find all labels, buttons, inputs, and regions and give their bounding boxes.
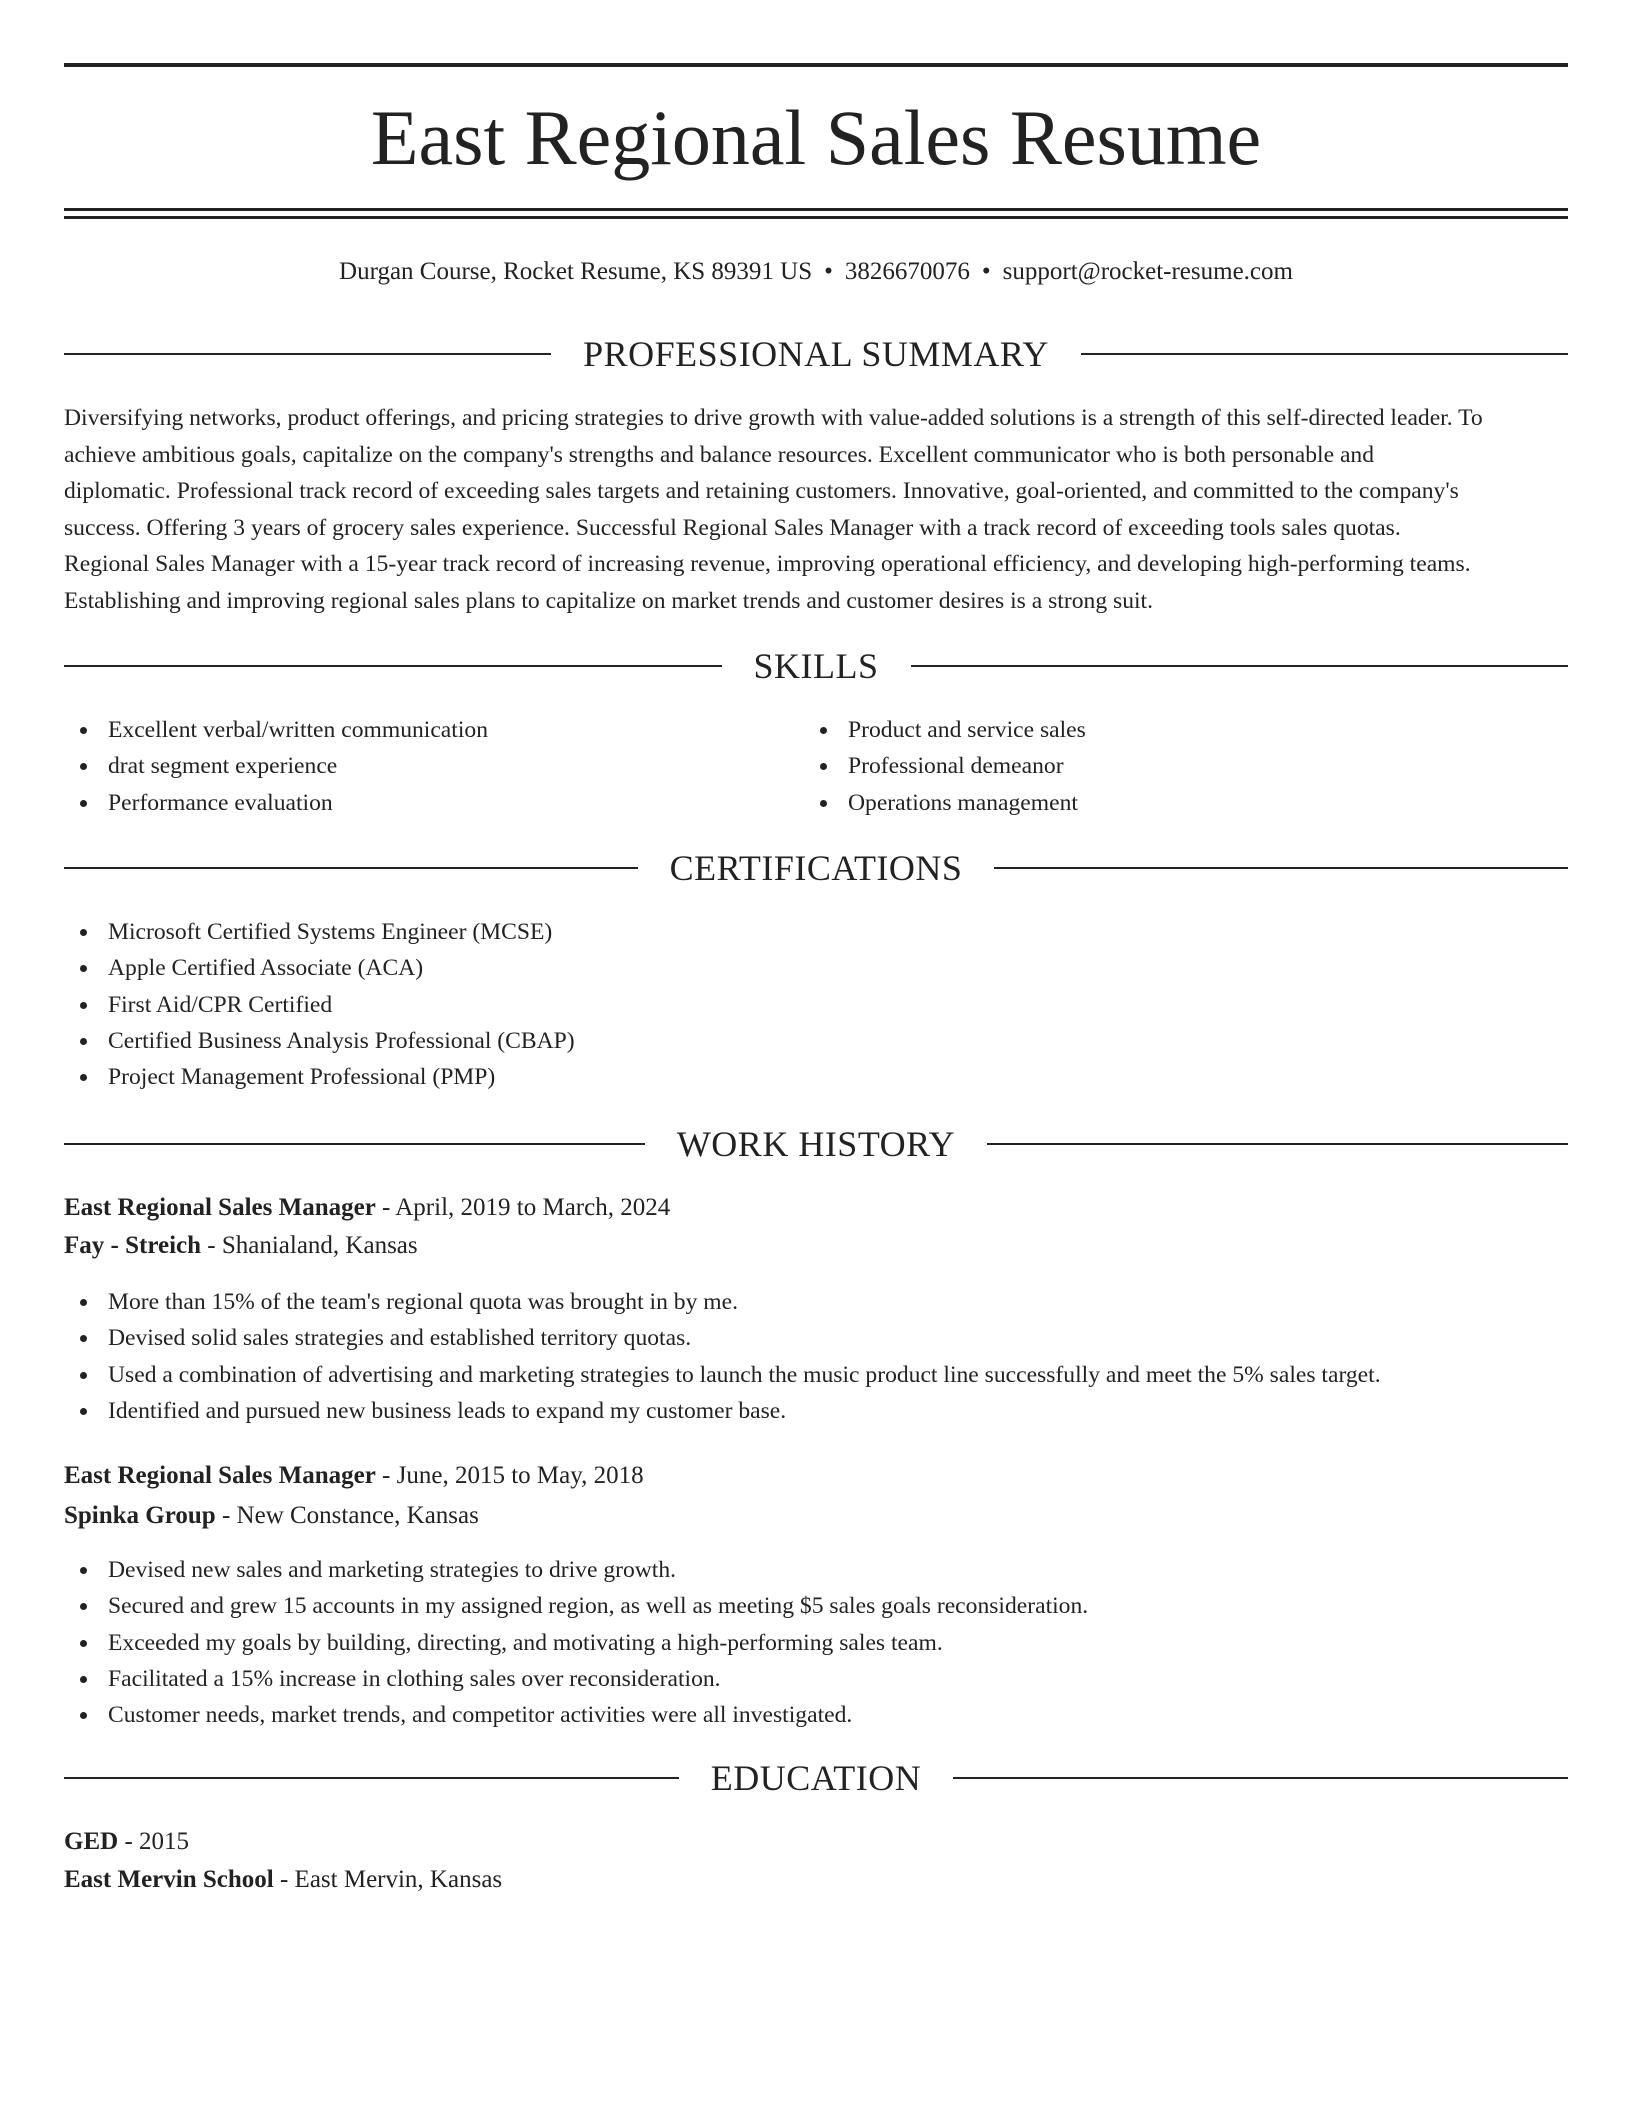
contact-email: support@rocket-resume.com: [1002, 258, 1293, 285]
duty-item: Devised solid sales strategies and established territory quotas.: [64, 1320, 1568, 1356]
skill-item: Product and service sales: [804, 712, 1544, 748]
section-title: CERTIFICATIONS: [669, 848, 963, 888]
job-heading: [64, 1190, 670, 1226]
summary-line: Diversifying networks, product offerings, and pricing strategies to drive growth with value-added solutions is a strength of this self-directed leader. To: [64, 405, 1483, 431]
job-location: New Constance, Kansas: [236, 1502, 479, 1529]
section-title: EDUCATION: [710, 1758, 922, 1798]
heading-rule: [994, 867, 1568, 869]
duty-item: Used a combination of advertising and marketing strategies to launch the music product line successfully and meet the 5% sales target.: [64, 1357, 1568, 1393]
skill-item: Excellent verbal/written communication: [64, 712, 804, 748]
certifications-list: [64, 914, 1064, 1095]
contact-separator: •: [981, 258, 991, 285]
job-employer: [64, 1498, 479, 1534]
summary-line: Regional Sales Manager with a 15-year track record of increasing revenue, improving operational efficiency, and developing high-performing teams.: [64, 551, 1471, 577]
dash: -: [375, 1194, 396, 1221]
school-name: East Mervin School: [64, 1866, 274, 1893]
contact-separator: •: [824, 258, 833, 285]
dash: -: [273, 1866, 295, 1893]
contact-phone: 3826670076: [844, 258, 970, 285]
school-location: East Mervin, Kansas: [294, 1866, 503, 1893]
resume-title: East Regional Sales Resume: [370, 94, 1262, 181]
job-employer: [64, 1228, 418, 1264]
section-title: PROFESSIONAL SUMMARY: [583, 334, 1049, 374]
job-duties-list: [64, 1284, 1568, 1429]
dash: -: [215, 1502, 237, 1529]
section-heading-certifications: [64, 846, 1568, 890]
company-name: Fay - Streich: [64, 1232, 202, 1259]
title-underline: [64, 208, 1568, 211]
dash: -: [118, 1828, 140, 1855]
dash: -: [201, 1232, 222, 1259]
heading-rule: [987, 1143, 1568, 1145]
job-title: East Regional Sales Manager: [64, 1462, 376, 1489]
summary-line: success. Offering 3 years of grocery sales experience. Successful Regional Sales Manager with a track record of exceeding tools sales quotas.: [64, 514, 1401, 541]
contact-line: [64, 254, 1568, 290]
job-duties-list: [64, 1552, 1568, 1733]
degree: GED: [64, 1828, 119, 1855]
heading-rule: [64, 1143, 645, 1145]
heading-rule: [64, 1777, 679, 1779]
duty-item: Customer needs, market trends, and competitor activities were all investigated.: [64, 1697, 1568, 1733]
certification-item: Apple Certified Associate (ACA): [64, 950, 1064, 986]
certification-item: Project Management Professional (PMP): [64, 1059, 1064, 1095]
skills-list-right: [804, 712, 1544, 821]
skills-list-left: [64, 712, 804, 821]
summary-line: diplomatic. Professional track record of exceeding sales targets and retaining customers. Innovative, goal-oriented, and committed to the company's: [64, 478, 1459, 504]
education-school-line: [64, 1862, 502, 1898]
duty-item: Identified and pursued new business leads to expand my customer base.: [64, 1393, 1568, 1429]
section-heading-summary: [64, 332, 1568, 376]
section-heading-work-history: [64, 1122, 1568, 1166]
duty-item: Secured and grew 15 accounts in my assigned region, as well as meeting $5 sales goals reconsideration.: [64, 1588, 1568, 1624]
heading-rule: [64, 665, 722, 667]
skill-item: Professional demeanor: [804, 748, 1544, 784]
heading-rule: [64, 353, 551, 355]
contact-address: Durgan Course, Rocket Resume, KS 89391 US: [339, 258, 813, 285]
heading-rule: [1081, 353, 1568, 355]
job-location: Shanialand, Kansas: [221, 1232, 418, 1259]
duty-item: More than 15% of the team's regional quota was brought in by me.: [64, 1284, 1568, 1320]
skill-item: Operations management: [804, 785, 1544, 821]
skill-item: Performance evaluation: [64, 785, 804, 821]
company-name: Spinka Group: [64, 1502, 216, 1529]
section-heading-skills: [64, 644, 1568, 688]
section-title: SKILLS: [753, 646, 879, 686]
skill-item: drat segment experience: [64, 748, 804, 784]
section-title: WORK HISTORY: [676, 1124, 956, 1164]
certification-item: Certified Business Analysis Professional (CBAP): [64, 1023, 1064, 1059]
heading-rule: [64, 867, 638, 869]
duty-item: Devised new sales and marketing strategies to drive growth.: [64, 1552, 1568, 1588]
summary-line: Establishing and improving regional sales plans to capitalize on market trends and customer desires is a strong suit.: [64, 587, 1153, 614]
top-rule: [64, 63, 1568, 67]
graduation-year: 2015: [139, 1828, 190, 1855]
heading-rule: [953, 1777, 1568, 1779]
education-degree-line: [64, 1824, 189, 1860]
duty-item: Exceeded my goals by building, directing, and motivating a high-performing sales team.: [64, 1625, 1568, 1661]
job-dates: June, 2015 to May, 2018: [396, 1462, 644, 1489]
section-heading-education: [64, 1756, 1568, 1800]
heading-rule: [911, 665, 1569, 667]
job-dates: April, 2019 to March, 2024: [395, 1194, 671, 1221]
certification-item: First Aid/CPR Certified: [64, 987, 1064, 1023]
summary-line: achieve ambitious goals, capitalize on the company's strengths and balance resources. Excellent communicator who is both personable and: [64, 441, 1375, 468]
dash: -: [375, 1462, 397, 1489]
job-heading: [64, 1458, 644, 1494]
summary-text: [64, 400, 1568, 619]
title-underline-second: [64, 216, 1568, 219]
job-title: East Regional Sales Manager: [64, 1194, 376, 1221]
duty-item: Facilitated a 15% increase in clothing sales over reconsideration.: [64, 1661, 1568, 1697]
certification-item: Microsoft Certified Systems Engineer (MCSE): [64, 914, 1064, 950]
